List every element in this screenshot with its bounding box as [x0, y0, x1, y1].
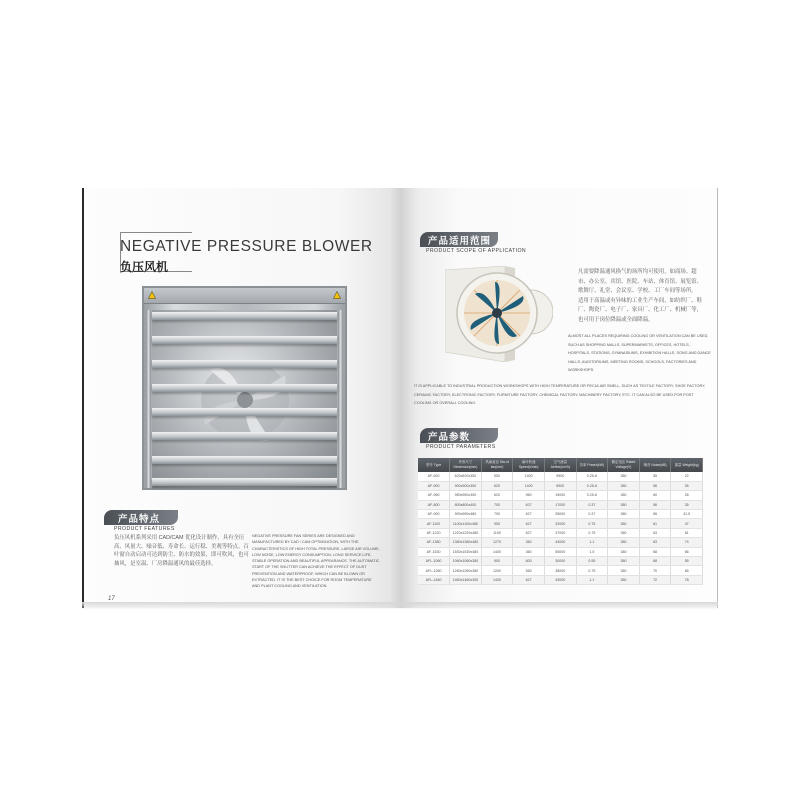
scope-text-cn-1: 凡需要降温通风换气的场所均可使用，如商场、超市、办公室、宾馆、医院、车站、体育馆、展览馆、歌舞厅、礼堂、会议室、学校、工厂车间等场所。 [578, 269, 702, 295]
page-shadow [82, 602, 718, 610]
table-cell: AF-1530 [418, 547, 450, 556]
table-cell: AFL-1260 [418, 566, 450, 575]
table-cell: 380 [608, 519, 640, 528]
negative-pressure-fan-image [142, 286, 347, 490]
right-page [402, 188, 718, 608]
fan-top-housing [144, 288, 345, 304]
table-cell: 0.37 [576, 510, 608, 519]
table-cell: 1380x1380x480 [450, 538, 482, 547]
left-page [82, 188, 402, 608]
scope-text-cn [578, 268, 704, 326]
table-cell: AFL-1460 [418, 575, 450, 584]
fan-interior [152, 310, 337, 488]
features-text-en: NEGATIVE PRESSURE FAN SERIES ARE DESIGNED AND MANUFACTURED BY CAD / CAM OPTIMIZATION, WITH THE CHARACTERISTICS OF HIGH TOTAL PRESSURE, LARGE AIR VOLUME, LOW NOISE, LOW ENERGY CONSUMPTION, LONG SERVICE LIFE, STABLE OPERATION AND BEAUTIFUL APPEARANCE. THE AUTOMATIC START OF THE SHUTTER CAN ACHIEVE THE EFFECT OF DUST PREVENTION AND WATERPROOF, WHICH CAN BE BLOWN OR EXTRACTED. IT IS THE BEST CHOICE FOR ROOM TEMPERATURE AND PLANT COOLING AND VENTILATION. [252, 534, 380, 589]
table-cell: 1100 [481, 528, 513, 537]
table-cell: 55 [671, 557, 703, 566]
warning-icon [148, 291, 156, 299]
table-cell: 72 [639, 575, 671, 584]
table-cell: 63 [639, 538, 671, 547]
table-cell: AF-1220 [418, 528, 450, 537]
fan-side-rail [146, 310, 151, 488]
table-cell: 380 [608, 528, 640, 537]
table-cell: 1270 [481, 538, 513, 547]
table-cell: 380 [608, 481, 640, 490]
table-cell: 68 [639, 547, 671, 556]
table-cell: 950x950x350 [450, 491, 482, 500]
table-row [418, 481, 703, 490]
table-cell: 900x900x350 [450, 481, 482, 490]
table-cell: AF-1100 [418, 519, 450, 528]
features-text-cn: 负压风机系列采用 CAD/CAM 优化设计制作，具有全压高、风量大、噪音低、寿命长、运行稳、美观等特点。百叶窗自动启动可达到防尘、防水的效果，即可吹风，也可抽风，是室温、厂房降温通风的最佳选择。 [114, 535, 249, 567]
table-row [418, 491, 703, 500]
table-cell: 620 [481, 491, 513, 500]
table-cell: 950 [481, 519, 513, 528]
table-cell: 1.1 [576, 575, 608, 584]
table-cell: 700 [481, 500, 513, 509]
table-cell: 55000 [544, 547, 576, 556]
table-row [418, 547, 703, 556]
table-cell: 1530x1530x480 [450, 547, 482, 556]
table-header-cell: 空气流量 Airflow(m³/h) [544, 458, 576, 472]
table-row [418, 557, 703, 566]
table-cell: 380 [608, 510, 640, 519]
table-cell: 28 [671, 491, 703, 500]
brochure-spread [82, 188, 718, 608]
table-cell: 1220x1220x480 [450, 528, 482, 537]
table-header-cell: 噪音 Noise(dB) [639, 458, 671, 472]
product-parameters-table [418, 458, 703, 585]
page-title: NEGATIVE PRESSURE BLOWER [120, 238, 373, 255]
table-header-cell: 功率 Power(kW) [576, 458, 608, 472]
table-cell: 74 [671, 538, 703, 547]
table-header-cell: 型号 Type [418, 458, 450, 472]
table-cell: 56 [639, 500, 671, 509]
table-cell: 55 [639, 472, 671, 481]
table-cell: 86 [671, 547, 703, 556]
table-cell: 620 [481, 481, 513, 490]
table-cell: 360 [513, 538, 545, 547]
table-cell: 900 [481, 557, 513, 566]
table-cell: 44000 [544, 538, 576, 547]
table-row [418, 500, 703, 509]
table-cell: 78 [671, 575, 703, 584]
page-title-cn: 负压风机 [120, 260, 169, 274]
table-cell: 1260x1260x380 [450, 566, 482, 575]
table-cell: AF-800 [418, 500, 450, 509]
table-cell: 47 [671, 519, 703, 528]
features-heading-cn: 产品特点 [118, 514, 161, 525]
table-cell: 627 [513, 510, 545, 519]
table-cell: 380 [608, 575, 640, 584]
table-cell: 627 [513, 519, 545, 528]
table-cell: 1400 [481, 547, 513, 556]
table-cell: 960 [513, 491, 545, 500]
table-cell: 790 [481, 510, 513, 519]
table-cell: 22 [671, 472, 703, 481]
table-cell: AF-1380 [418, 538, 450, 547]
table-cell: 37000 [544, 528, 576, 537]
params-heading-cn: 产品参数 [428, 432, 471, 443]
table-cell: 1100x1100x480 [450, 519, 482, 528]
table-cell: 0.25-6 [576, 491, 608, 500]
fan-side-rail [338, 310, 343, 488]
table-cell: 32000 [544, 519, 576, 528]
table-cell: 0.75 [576, 566, 608, 575]
table-header-cell: 风扇直径 Dia.of fan(mm) [481, 458, 513, 472]
table-cell: 627 [513, 528, 545, 537]
table-cell: 26 [671, 481, 703, 490]
table-cell: 56 [639, 510, 671, 519]
table-cell: AF-900 [418, 510, 450, 519]
table-cell: 1200 [481, 566, 513, 575]
table-cell: 380 [608, 547, 640, 556]
table-cell: 1460x1460x390 [450, 575, 482, 584]
table-cell: 35 [671, 500, 703, 509]
table-cell: 38000 [544, 566, 576, 575]
table-cell: 0.37 [576, 500, 608, 509]
table-cell: 627 [513, 500, 545, 509]
table-cell: 380 [608, 491, 640, 500]
table-header-cell: 外形尺寸 Dimension(mm) [450, 458, 482, 472]
table-row [418, 528, 703, 537]
table-cell: 61 [639, 519, 671, 528]
table-cell: 56 [639, 481, 671, 490]
table-cell: 17000 [544, 500, 576, 509]
table-cell: 65 [671, 566, 703, 575]
table-cell: 70 [639, 566, 671, 575]
table-cell: 60 [639, 491, 671, 500]
table-cell: 380 [608, 566, 640, 575]
table-cell: 1400 [513, 481, 545, 490]
table-cell: 627 [513, 575, 545, 584]
table-cell: 30000 [544, 557, 576, 566]
table-cell: 0.75 [576, 528, 608, 537]
table-cell: 1060x1060x380 [450, 557, 482, 566]
table-header-cell: 重量 Weight(kg) [671, 458, 703, 472]
warning-icon [333, 291, 341, 299]
table-cell: 43000 [544, 575, 576, 584]
table-header-row [418, 458, 703, 472]
table-row [418, 575, 703, 584]
table-cell: AF-620 [418, 472, 450, 481]
table-cell: 28000 [544, 510, 576, 519]
scope-heading-en: PRODUCT SCOPE OF APPLICATION [426, 248, 527, 254]
table-cell: 1.1 [576, 538, 608, 547]
features-heading-en: PRODUCT FEATURES [114, 526, 175, 532]
table-cell: 360 [513, 547, 545, 556]
scope-heading-cn: 产品适用范围 [428, 236, 492, 247]
table-cell: 550 [481, 472, 513, 481]
table-cell: 6900 [544, 481, 576, 490]
table-cell: 15000 [544, 491, 576, 500]
table-cell: 600 [513, 557, 545, 566]
table-cell: 620x620x350 [450, 472, 482, 481]
table-cell: 0.25-6 [576, 472, 608, 481]
table-cell: 0.55 [576, 557, 608, 566]
table-cell: AFL-1060 [418, 557, 450, 566]
table-cell: AF-950 [418, 491, 450, 500]
table-row [418, 510, 703, 519]
wall-fan-image [445, 266, 553, 362]
table-cell: 550 [513, 566, 545, 575]
table-cell: 380 [608, 472, 640, 481]
table-cell: 1400 [513, 472, 545, 481]
scope-text-en-1: ALMOST ALL PLACES REQUIRING COOLING OR VENTILATION CAN BE USED, SUCH AS SHOPPING MALLS, SUPERMARKETS, OFFICES, HOTELS, HOSPITALS, STATIONS, GYMNASIUMS, EXHIBITION HALLS, SONG AND DANCE HALLS, AUDITORIUMS, MEETING ROOMS, SCHOOLS, FACTORIES AND WORKSHOPS. [568, 334, 711, 373]
scope-text-cn-2: 适用于高温或有异味的工业生产车间，如纺织厂、鞋厂、陶瓷厂、电子厂、家具厂、化工厂、机械厂等，也可用于岗位降温或全面降温。 [578, 297, 702, 323]
table-cell: 9500 [544, 472, 576, 481]
table-cell: 0.25-6 [576, 481, 608, 490]
table-row [418, 519, 703, 528]
table-cell: 0.75 [576, 519, 608, 528]
table-body [418, 472, 703, 585]
table-cell: 990x990x480 [450, 510, 482, 519]
table-header-cell: 扇叶转速 Speed(r/min) [513, 458, 545, 472]
table-cell: 61 [671, 528, 703, 537]
table-cell: AF-900 [418, 481, 450, 490]
table-cell: 800x800x400 [450, 500, 482, 509]
table-cell: 63 [639, 528, 671, 537]
shutter-slats [152, 310, 337, 488]
table-cell: 380 [608, 538, 640, 547]
params-heading-en: PRODUCT PARAMETERS [426, 444, 496, 450]
table-cell: 1400 [481, 575, 513, 584]
table-row [418, 538, 703, 547]
table-cell: 380 [608, 557, 640, 566]
table-row [418, 472, 703, 481]
table-header-cell: 额定电压 Rated Voltage(V) [608, 458, 640, 472]
table-cell: 380 [608, 500, 640, 509]
scope-text-en-2: IT IS APPLICABLE TO INDUSTRIAL PRODUCTION WORKSHOPS WITH HIGH TEMPERATURE OR PECULIAR SMELL, SUCH AS TEXTILE FACTORY, SHOE FACTORY, CERAMIC FACTORY, ELECTRONIC FACTORY, FURNITURE FACTORY, CHEMICAL FACTORY, MACHINERY FACTORY, ETC. IT CAN ALSO BE USED FOR POST COOLING OR OVERALL COOLING. [414, 384, 706, 406]
page-number: 17 [108, 596, 115, 602]
table-cell: 68 [639, 557, 671, 566]
table-cell: 41.5 [671, 510, 703, 519]
table-cell: 1.5 [576, 547, 608, 556]
table-row [418, 566, 703, 575]
